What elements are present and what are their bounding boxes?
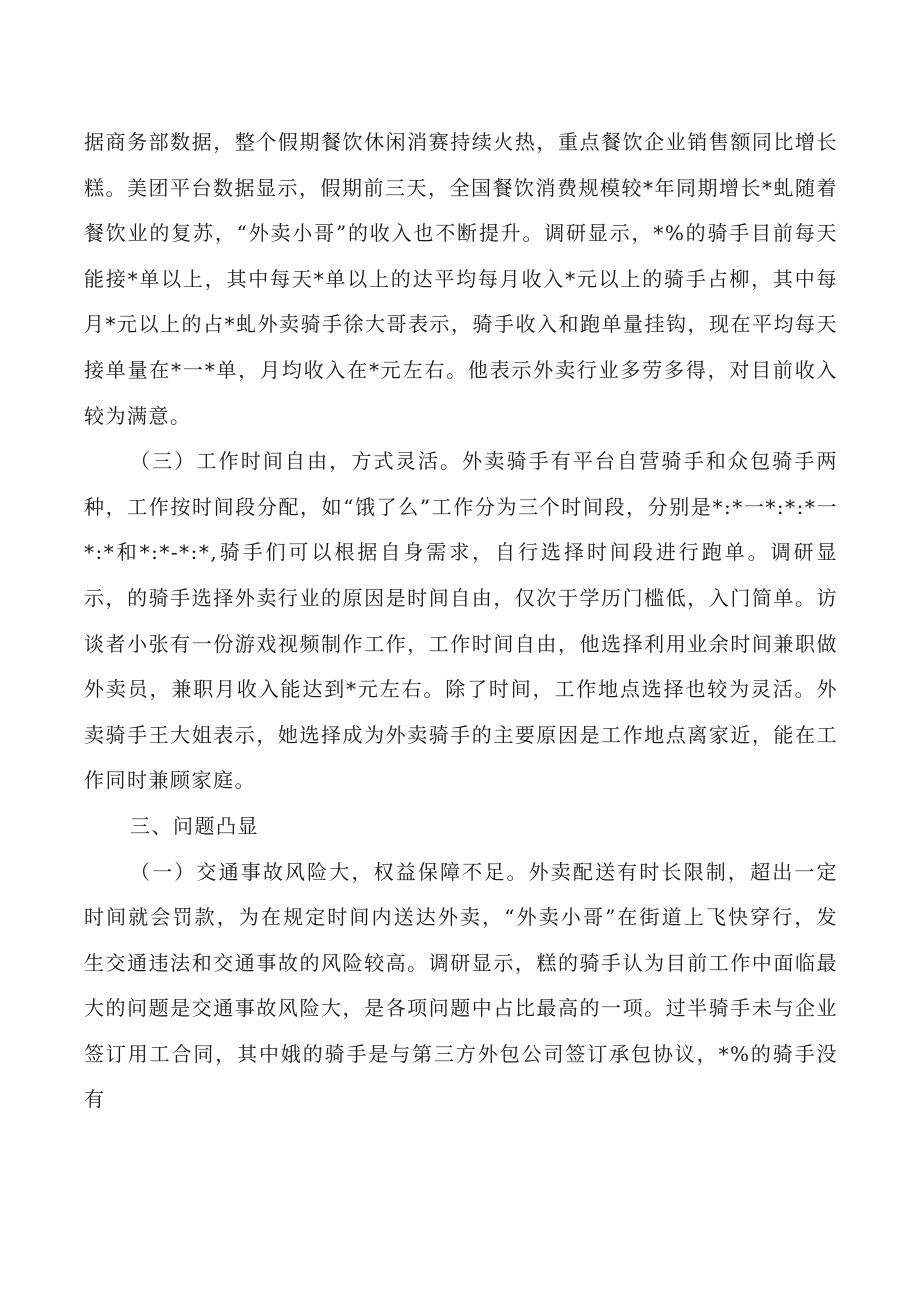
paragraph-traffic-risk: （一）交通事故风险大，权益保障不足。外卖配送有时长限制，超出一定时间就会罚款，为在规定时间内送达外卖，“外卖小哥”在街道上飞快穿行，发生交通违法和交通事故的风险较高。调研显示，糕的骑手认为目前工作中面临最大的问题是交通事故风险大，是各项问题中占比最高的一项。过半骑手未与企业签订用工合同，其中娥的骑手是与第三方外包公司签订承包协议，*%的骑手没有 [84, 859, 838, 1112]
document-body [84, 120, 838, 1123]
paragraph-income: 据商务部数据，整个假期餐饮休闲消赛持续火热，重点餐饮企业销售额同比增长糕。美团平台数据显示，假期前三天，全国餐饮消费规模较*年同期增长*虬随着餐饮业的复苏，“外卖小哥”的收入也不断提升。调研显示，*%的骑手目前每天能接*单以上，其中每天*单以上的达平均每月收入*元以上的骑手占柳，其中每月*元以上的占*虬外卖骑手徐大哥表示，骑手收入和跑单量挂钩，现在平均每天接单量在*一*单，月均收入在*元左右。他表示外卖行业多劳多得，对目前收入较为满意。 [84, 130, 838, 428]
section-heading-problems: 三、问题凸显 [130, 813, 259, 838]
paragraph-flexible-work: （三）工作时间自由，方式灵活。外卖骑手有平台自营骑手和众包骑手两种，工作按时间段分配，如“饿了么”工作分为三个时间段，分别是*:*一*:*:*一*:*和*:*-*:*,骑手们可以根据自身需求，自行选择时间段进行跑单。调研显示，的骑手选择外卖行业的原因是时间自由，仅次于学历门槛低，入门简单。访谈者小张有一份游戏视频制作工作，工作时间自由，他选择利用业余时间兼职做外卖员，兼职月收入能达到*元左右。除了时间，工作地点选择也较为灵活。外卖骑手王大姐表示，她选择成为外卖骑手的主要原因是工作地点离家近，能在工作同时兼顾家庭。 [84, 449, 838, 793]
